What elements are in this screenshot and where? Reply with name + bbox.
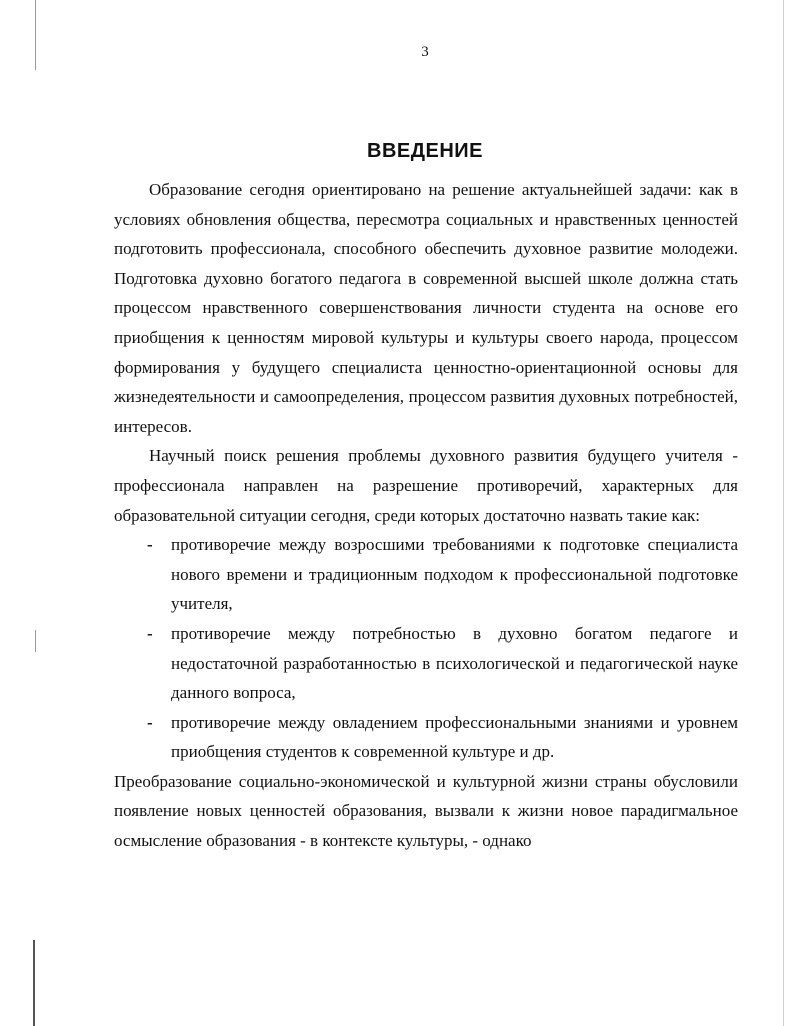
page-number: 3 (421, 44, 429, 60)
scan-margin-line-middle (35, 630, 36, 652)
document-body (114, 175, 738, 856)
list-item: - противоречие между возросшими требованиями к подготовке специалиста нового времени и традиционным подходом к профессиональной подготовке учителя, (171, 530, 738, 619)
paragraph-intro: Образование сегодня ориентировано на решение актуальнейшей задачи: как в условиях обновления общества, пересмотра социальных и нравственных ценностей подготовить профессионала, способного обеспечить духовное развитие молодежи. Подготовка духовно богатого педагога в современной высшей школе должна стать процессом нравственного совершенствования личности студента на основе его приобщения к ценностям мировой культуры и культуры своего народа, процессом формирования у будущего специалиста ценностно-ориентационной основы для жизнедеятельности и самоопределения, процессом развития духовных потребностей, интересов. (114, 180, 738, 436)
scan-margin-line-bottom (33, 940, 35, 1026)
paragraph-research: Научный поиск решения проблемы духовного развития будущего учителя - профессионала направлен на разрешение противоречий, характерных для образовательной ситуации сегодня, среди которых достаточно назвать такие как: (114, 446, 738, 525)
list-item: - противоречие между потребностью в духовно богатом педагоге и недостаточной разработанностью в психологической и педагогической науке данного вопроса, (171, 619, 738, 708)
list-item: - противоречие между овладением профессиональными знаниями и уровнем приобщения студентов к современной культуре и др. (171, 708, 738, 767)
paragraph-closing: Преобразование социально-экономической и культурной жизни страны обусловили появление новых ценностей образования, вызвали к жизни новое парадигмальное осмысление образования - в контексте культуры, - однако (114, 771, 738, 851)
contradictions-list (114, 530, 738, 767)
page-heading: ВВЕДЕНИЕ (367, 140, 483, 162)
